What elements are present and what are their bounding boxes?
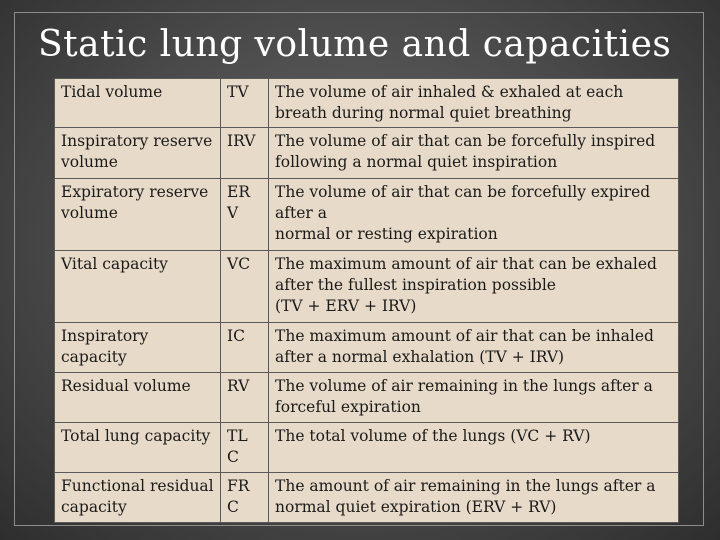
- term-abbreviation: IRV: [221, 128, 269, 179]
- table-row: [55, 373, 679, 423]
- description-line: The volume of air remaining in the lungs after a: [275, 377, 653, 395]
- description-line: The maximum amount of air that can be exhaled: [275, 255, 657, 273]
- description-line: following a normal quiet inspiration: [275, 153, 558, 171]
- term-name: Residual volume: [55, 373, 221, 423]
- term-name: Tidal volume: [55, 79, 221, 128]
- term-name: Inspiratory capacity: [55, 323, 221, 373]
- term-abbreviation: TL C: [221, 423, 269, 473]
- table-row: [55, 79, 679, 128]
- table-row: [55, 128, 679, 179]
- lung-volumes-table: [54, 78, 679, 523]
- term-abbreviation: TV: [221, 79, 269, 128]
- description-line: The volume of air inhaled & exhaled at each: [275, 83, 624, 101]
- table-row: [55, 473, 679, 523]
- table-row: [55, 179, 679, 251]
- slide-title: Static lung volume and capacities: [38, 24, 672, 65]
- term-name: Inspiratory reserve volume: [55, 128, 221, 179]
- table-row: [55, 423, 679, 473]
- term-abbreviation: IC: [221, 323, 269, 373]
- description-line: The maximum amount of air that can be inhaled: [275, 327, 654, 345]
- table-row: [55, 323, 679, 373]
- description-line: normal or resting expiration: [275, 225, 498, 243]
- term-name: Total lung capacity: [55, 423, 221, 473]
- description-line: forceful expiration: [275, 398, 421, 416]
- term-name: Expiratory reserve volume: [55, 179, 221, 251]
- description-line: after a normal exhalation (TV + IRV): [275, 348, 565, 366]
- description-line: The volume of air that can be forcefully inspired: [275, 132, 656, 150]
- description-line: The amount of air remaining in the lungs after a: [275, 477, 656, 495]
- term-abbreviation: ER V: [221, 179, 269, 251]
- term-name: Functional residual capacity: [55, 473, 221, 523]
- description-line: normal quiet expiration (ERV + RV): [275, 498, 557, 516]
- term-description: [269, 79, 679, 128]
- term-description: [269, 323, 679, 373]
- description-line: after a: [275, 204, 327, 222]
- term-abbreviation: FR C: [221, 473, 269, 523]
- description-line: after the fullest inspiration possible: [275, 276, 556, 294]
- term-description: [269, 373, 679, 423]
- table-row: [55, 251, 679, 323]
- term-abbreviation: RV: [221, 373, 269, 423]
- term-abbreviation: VC: [221, 251, 269, 323]
- term-description: [269, 423, 679, 473]
- term-description: [269, 128, 679, 179]
- description-line: (TV + ERV + IRV): [275, 297, 417, 315]
- description-line: breath during normal quiet breathing: [275, 104, 572, 122]
- description-line: The total volume of the lungs (VC + RV): [275, 427, 591, 445]
- term-description: [269, 251, 679, 323]
- description-line: The volume of air that can be forcefully expired: [275, 183, 651, 201]
- term-description: [269, 473, 679, 523]
- term-name: Vital capacity: [55, 251, 221, 323]
- term-description: [269, 179, 679, 251]
